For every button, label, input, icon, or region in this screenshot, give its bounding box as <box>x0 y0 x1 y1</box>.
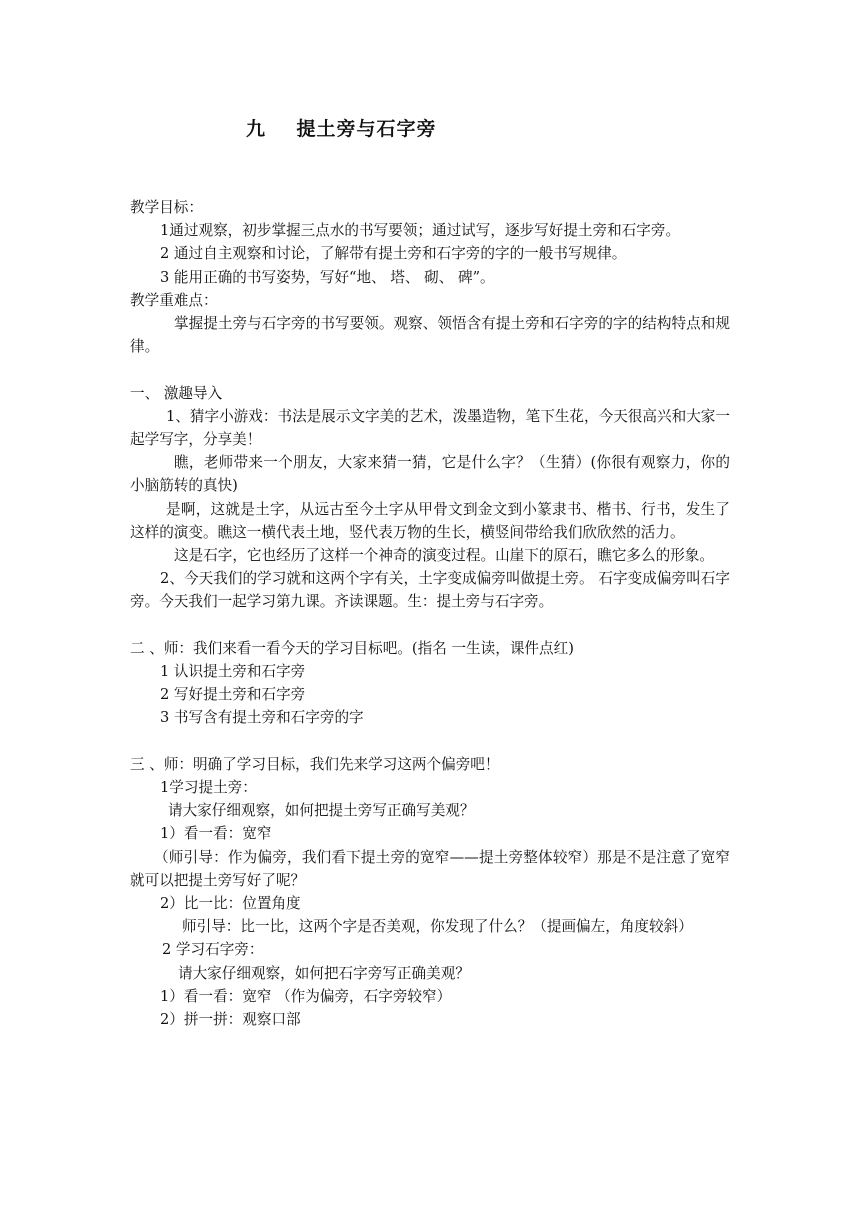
page-title: 九 提土旁与石字旁 <box>246 118 437 140</box>
paragraph: 3 书写含有提土旁和石字旁的字 <box>160 709 364 727</box>
paragraph: 二 、师：我们来看一看今天的学习目标吧。(指名 一生读，课件点红) <box>130 639 574 657</box>
paragraph: 瞧，老师带来一个朋友，大家来猜一猜，它是什么字？（生猜）(你很有观察力，你的小脑筋转的真快) <box>130 454 730 495</box>
paragraph: 1）看一看：宽窄 （作为偏旁，石字旁较窄） <box>160 987 452 1005</box>
paragraph: 1、猜字小游戏：书法是展示文字美的艺术，泼墨造物，笔下生花，今天很高兴和大家一起学写字，分享美！ <box>130 407 730 449</box>
paragraph: 1 认识提土旁和石字旁 <box>160 663 306 681</box>
paragraph: 1通过观察，初步掌握三点水的书写要领；通过试写，逐步写好提土旁和石字旁。 <box>160 222 681 240</box>
paragraph: 掌握提土旁与石字旁的书写要领。观察、领悟含有提土旁和石字旁的字的结构特点和规律。 <box>130 315 730 356</box>
paragraph: 请大家仔细观察，如何把提土旁写正确写美观？ <box>168 802 475 820</box>
paragraph: 是啊，这就是土字，从远古至今土字从甲骨文到金文到小篆隶书、楷书、行书，发生了这样的演变。瞧这一横代表土地，竖代表万物的生长，横竖间带给我们欣欣然的活力。 <box>130 500 730 541</box>
paragraph: 师引导：比一比，这两个字是否美观，你发现了什么？（提画偏左，角度较斜） <box>182 918 693 936</box>
paragraph: 2 通过自主观察和讨论，了解带有提土旁和石字旁的字的一般书写规律。 <box>160 245 627 263</box>
paragraph: 2）比一比：位置角度 <box>160 895 301 913</box>
paragraph: 2 写好提土旁和石字旁 <box>160 686 306 704</box>
paragraph: 教学目标： <box>130 199 203 216</box>
blank-line <box>130 614 730 637</box>
paragraph: 2）拼一拼：观察口部 <box>160 1011 301 1029</box>
document-body <box>130 196 730 1031</box>
paragraph: 2、今天我们的学习就和这两个字有关，土字变成偏旁叫做提土旁。 石字变成偏旁叫石字旁。今天我们一起学习第九课。齐读课题。生：提土旁与石字旁。 <box>130 570 730 611</box>
paragraph: 这是石字，它也经历了这样一个神奇的演变过程。山崖下的原石，瞧它多么的形象。 <box>174 547 714 565</box>
paragraph: 三 、师：明确了学习目标，我们先来学习这两个偏旁吧！ <box>130 755 500 773</box>
paragraph: 1）看一看：宽窄 <box>160 825 272 843</box>
paragraph: （师引导：作为偏旁，我们看下提土旁的宽窄——提土旁整体较窄）那是不是注意了宽窄就可以把提土旁写好了呢？ <box>130 848 730 889</box>
paragraph: 3 能用正确的书写姿势，写好“地、 塔、 砌、 碑”。 <box>160 268 495 286</box>
paragraph: 教学重难点： <box>130 291 218 309</box>
blank-line <box>130 358 730 381</box>
paragraph: 请大家仔细观察，如何把石字旁写正确美观？ <box>178 964 470 982</box>
paragraph: 2 学习石字旁： <box>162 941 264 959</box>
paragraph: 1学习提土旁： <box>160 779 257 797</box>
blank-line <box>130 730 730 753</box>
paragraph: 一、 激趣导入 <box>130 384 223 402</box>
